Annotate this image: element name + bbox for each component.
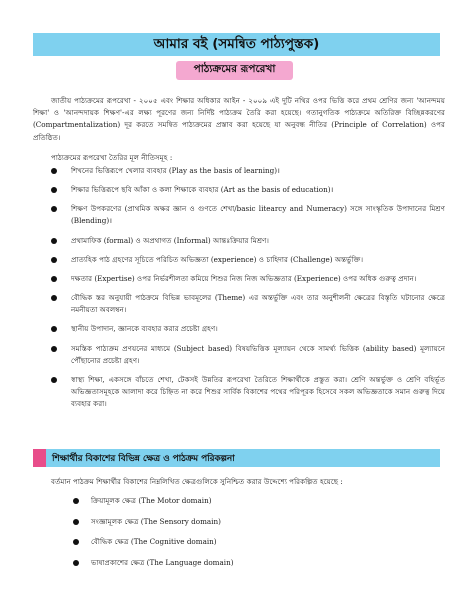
section-heading: পাঠ্যক্রমের রূপরেখা: [193, 63, 276, 75]
list-item-text: প্রথামাফিক (formal) ও অপ্রথাগত (Informal) আন্তঃক্রিয়ার মিশ্রণ।: [71, 235, 269, 245]
bullet-icon: [73, 519, 79, 525]
list-item-text: স্বাস্থ্য শিক্ষা, একসঙ্গে বাঁচতে শেখা, টেকসই উন্নতির রূপরেখা তৈরিতে শিক্ষার্থীকে প্রস্তুত করা। শ্রেণি অন্তর্ভুক্ত ও শ্রেণি বহির্ভূত অভিজ্ঞতাসমূহকে আলাদা করে চিহ্নিত না করে শিশুর সার্বিক বিকাশের পথের পরিপূরক হিসেবে সকল অভিজ্ঞতাকে সমান গুরুত্ব দিয়ে ব্যবহার করা।: [71, 374, 445, 408]
list-item: [33, 203, 445, 227]
section2-heading-band: [33, 449, 440, 467]
section-marker-icon: [33, 449, 46, 467]
list-item-text: ভাষাপ্রকাশের ক্ষেত্র (The Language domain): [91, 557, 234, 567]
list-item-text: শিক্ষণ উপকরণের (প্রাথমিক অক্ষর জ্ঞান ও গুণতে শেখা/basic litearcy and Numeracy) সঙ্গে সাংস্কৃতিক উপাদানের মিশ্রণ (Blending)।: [71, 204, 445, 226]
section2-lead: বর্তমান পাঠক্রম শিক্ষার্থীর বিকাশের নিম্নলিখিত ক্ষেত্রগুলিকে সুনিশ্চিত করার উদ্দেশ্যে পরিকল্পিত হয়েছে :: [51, 477, 343, 486]
list-item: [33, 273, 445, 285]
bullet-icon: [51, 326, 57, 332]
bullet-icon: [51, 187, 57, 193]
bullet-icon: [51, 206, 57, 212]
bullet-icon: [73, 539, 79, 545]
list-item-text: প্রাত্যহিক পাঠ গ্রহণের সূচিতে পরিচিত অভিজ্ঞতা (experience) ও চাহিদার (Challenge) অন্তর্ভুক্তি।: [71, 254, 364, 264]
list-item-text: বৌদ্ধিক ক্ষেত্র (The Cognitive domain): [91, 537, 217, 546]
list-item-text: স্থানীয় উপাদান, জ্ঞানকে ব্যবহার করার প্রচেষ্টা গ্রহণ।: [71, 324, 218, 334]
list-item: [33, 254, 445, 266]
list-item: [33, 184, 445, 196]
list-item-text: সমস্তিক পাঠ্যক্রম প্রণয়নের মাধ্যমে (Subject based) বিষয়ভিত্তিক মূল্যায়ন থেকে সামর্থ্য ভিত্তিক (ability based) মূল্যায়নে পৌঁছানোর প্রচেষ্টা গ্রহণ।: [71, 343, 445, 365]
list-item: [33, 343, 445, 367]
bullet-icon: [51, 346, 57, 352]
bullet-icon: [51, 377, 57, 383]
list-item-text: দক্ষতার (Expertise) ওপর নির্ভরশীলতা কমিয়ে শিশুর নিজ নিজ অভিজ্ঞতার (Experience) ওপর অধিক গুরুত্ব প্রদান।: [71, 273, 417, 283]
list-item: [33, 517, 445, 528]
intro-paragraph: জাতীয় পাঠ্যক্রমের রূপরেখা - ২০০৫ এবং শিক্ষার অধিকার আইন - ২০০৯ এই দুটি নথির ওপর ভিত্তি করে প্রথম শ্রেণির জন্য 'আনন্দময় শিক্ষা' ও 'আনন্দদায়ক শিক্ষণ'-এর লক্ষ্য পূরণের জন্য নির্দিষ্ট পাঠ্যক্রম তৈরি করা হয়েছে। গতানুগতিক পাঠ্যক্রমে অতিরিক্ত বিচ্ছিন্নকরণের (Compartmentalization) দূর করতে সমন্বিত পাঠ্যক্রমের প্রস্তাব করা হয়েছে যা অনুবন্ধ নীতির (Principle of Correlation) ওপর প্রতিষ্ঠিত।: [33, 96, 445, 142]
list-item: [33, 165, 445, 177]
list-item: [33, 323, 445, 335]
bullet-icon: [51, 276, 57, 282]
list-item-text: শিখনের ভিত্তিরূপে খেলার ব্যবহার (Play as the basis of learning)।: [71, 166, 280, 175]
bullet-icon: [73, 498, 79, 504]
list-item-text: বৌদ্ধিক স্তর অনুযায়ী পাঠক্রমে বিভিন্ন ভাবমূলের (Theme) এর অন্তর্ভুক্তি এবং তার অনুশীলনী ক্ষেত্রের বিস্তৃতি ঘটানোর ক্ষেত্রে নমনীয়তা অবলম্বন।: [71, 293, 445, 315]
section2-heading: শিক্ষার্থীর বিকাশের বিভিন্ন ক্ষেত্র ও পাঠক্রম পরিকল্পনা: [52, 453, 235, 464]
list-item: [33, 496, 445, 507]
list-item-text: সংজ্ঞামূলক ক্ষেত্র (The Sensory domain): [91, 516, 221, 526]
list-item: [33, 235, 445, 247]
list-item: [33, 558, 445, 569]
list-item-text: শিক্ষার ভিত্তিরূপে ছবি আঁকা ও কলা শিক্ষাকে ব্যবহার (Art as the basis of education)।: [71, 185, 334, 195]
list-item: [33, 537, 445, 548]
bullet-icon: [73, 560, 79, 566]
list-item-text: ক্রিয়ামূলক ক্ষেত্র (The Motor domain): [91, 496, 212, 505]
bullet-icon: [51, 168, 57, 174]
book-title: আমার বই (সমন্বিত পাঠ্যপুস্তক): [153, 36, 320, 52]
section-heading-badge: [176, 61, 293, 80]
list-item: [33, 292, 445, 316]
bullet-icon: [51, 238, 57, 244]
book-title-banner: [33, 33, 440, 56]
principles-list: [33, 165, 445, 417]
principles-lead: পাঠ্যক্রমের রূপরেখা তৈরির মূল নীতিসমূহ :: [51, 153, 173, 162]
bullet-icon: [51, 257, 57, 263]
list-item: [33, 374, 445, 410]
domains-list: [33, 496, 445, 578]
bullet-icon: [51, 295, 57, 301]
